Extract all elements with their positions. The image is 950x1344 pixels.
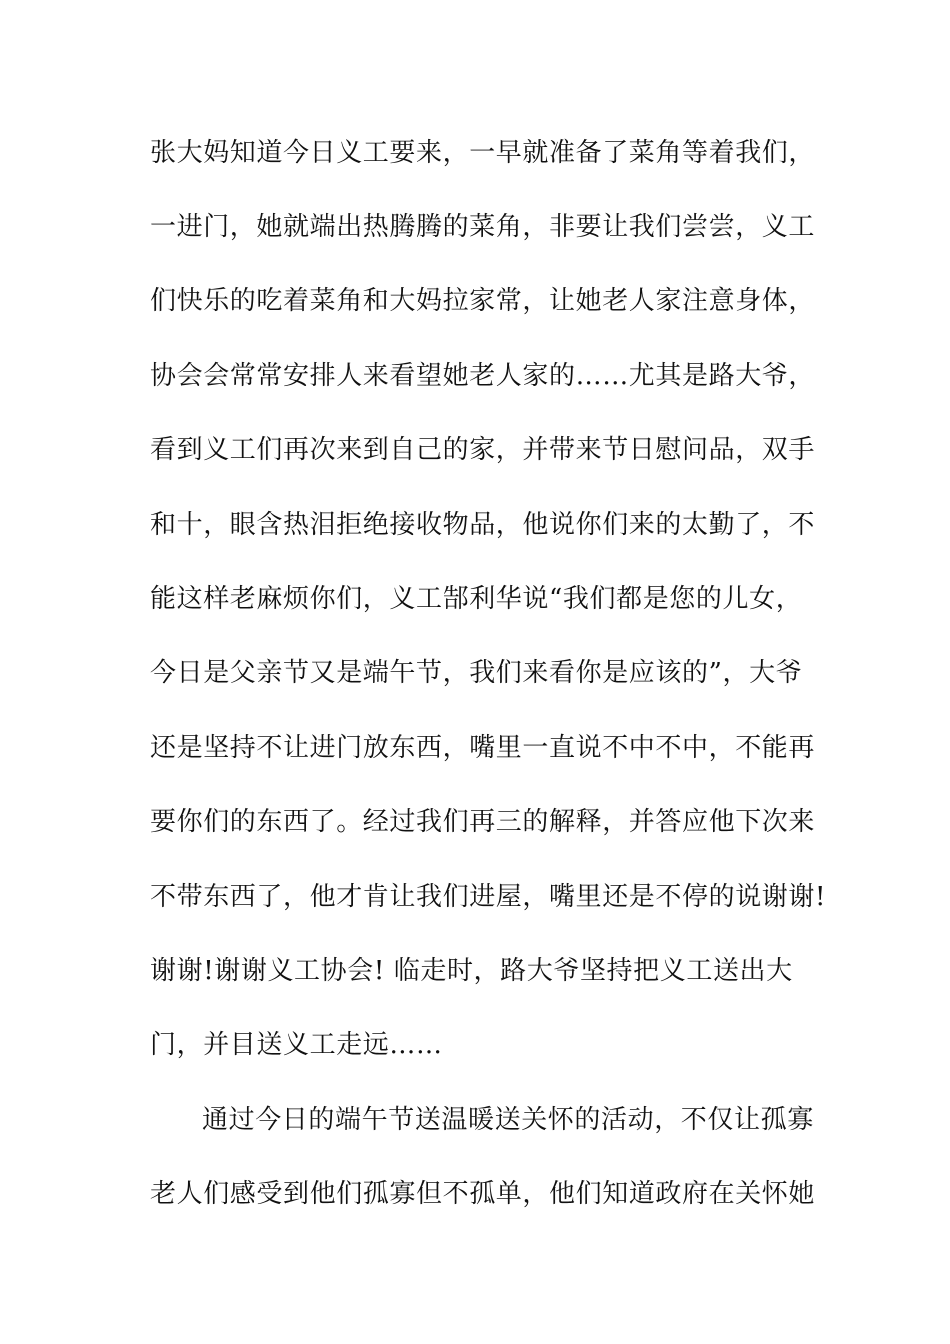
paragraph-first-line: 通过今日的端午节送温暖送关怀的活动，不仅让孤寡 [202,1105,814,1135]
text-line: 看到义工们再次来到自己的家，并带来节日慰问品，双手 [150,435,816,465]
text-line: 老人们感受到他们孤寡但不孤单，他们知道政府在关怀她 [150,1179,816,1209]
text-line: 一进门，她就端出热腾腾的菜角，非要让我们尝尝，义工 [150,212,816,242]
text-line: 协会会常常安排人来看望她老人家的……尤其是路大爷， [150,361,816,391]
text-line: 今日是父亲节又是端午节，我们来看你是应该的”，大爷 [150,658,803,688]
text-line: 要你们的东西了。经过我们再三的解释，并答应他下次来 [150,807,816,837]
text-line: 们快乐的吃着菜角和大妈拉家常，让她老人家注意身体， [150,286,816,316]
text-line: 门，并目送义工走远…… [150,1030,443,1060]
text-line: 和十，眼含热泪拒绝接收物品，他说你们来的太勤了，不 [150,510,816,540]
text-line: 还是坚持不让进门放东西，嘴里一直说不中不中，不能再 [150,733,816,763]
text-line: 张大妈知道今日义工要来，一早就准备了菜角等着我们， [150,138,816,168]
text-line: 谢谢!谢谢义工协会! 临走时，路大爷坚持把义工送出大 [150,956,793,986]
text-line: 能这样老麻烦你们，义工郜利华说“我们都是您的儿女， [150,584,803,614]
text-line: 不带东西了，他才肯让我们进屋，嘴里还是不停的说谢谢! [150,882,827,912]
